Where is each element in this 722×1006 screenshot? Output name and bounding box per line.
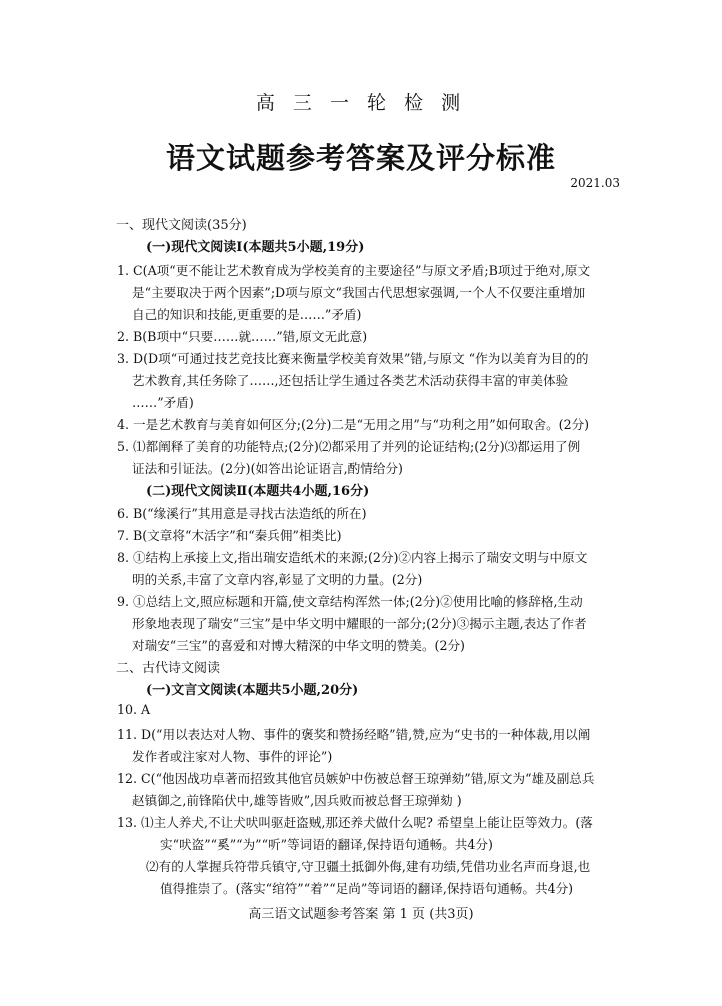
answer-line: 9. ①总结上文,照应标题和开篇,使文章结构浑然一体;(2分)②使用比喻的修辞格,生动 bbox=[117, 594, 583, 609]
answer-line: 值得推崇了。(落实“绾符”“着”“足尚”等词语的翻译,保持语句通畅。共4分) bbox=[160, 881, 574, 896]
answer-line: 5. ⑴都阐释了美育的功能特点;(2分)⑵都采用了并列的论证结构;(2分)⑶都运用了例 bbox=[117, 439, 581, 454]
document-title: 语文试题参考答案及评分标准 bbox=[165, 141, 556, 175]
answer-line: 1. C(A项“更不能让艺术教育成为学校美育的主要途径”与原文矛盾;B项过于绝对,原文 bbox=[117, 263, 591, 278]
answer-line: 自己的知识和技能,更重要的是……”矛盾) bbox=[132, 307, 362, 322]
subsection-heading: (一)现代文阅读Ⅰ(本题共5小题,19分) bbox=[146, 240, 365, 255]
answer-line: 11. D(“用以表达对人物、事件的褒奖和赞扬经略”错,赞,应为“史书的一种体裁,用以阐 bbox=[117, 727, 591, 742]
page-footer: 高三语文试题参考答案 第 1 页 (共3页) bbox=[248, 907, 474, 922]
date-label: 2021.03 bbox=[570, 176, 620, 190]
answer-line: 7. B(文章将“木活字”和“秦兵佣”相类比) bbox=[117, 528, 342, 543]
answer-line: 3. D(D项“可通过技艺竞技比赛来衡量学校美育效果”错,与原文 “作为以美育为目的的 bbox=[117, 351, 589, 366]
answer-line: ……”矛盾) bbox=[132, 395, 194, 410]
subsection-heading: (二)现代文阅读Ⅱ(本题共4小题,16分) bbox=[146, 484, 370, 499]
section-heading: 二、古代诗文阅读 bbox=[116, 661, 221, 676]
answer-line: 对瑞安“三宝”的喜爱和对博大精深的中华文明的赞美。(2分) bbox=[132, 638, 465, 653]
answer-line: 是“主要取决于两个因素”;D项与原文“我国古代思想家强调,一个人不仅要注重增加 bbox=[132, 285, 586, 300]
answer-line: 13. ⑴主人养犬,不让犬吠叫驱赶盗贼,那还养犬做什么呢? 希望皇上能让臣等效力。(落 bbox=[117, 815, 593, 830]
subsection-heading: (一)文言文阅读(本题共5小题,20分) bbox=[146, 683, 359, 698]
answer-line: 证法和引证法。(2分)(如答出论证语言,酌情给分) bbox=[132, 461, 403, 476]
answer-line: 赵镇御之,前锋陷伏中,雄等皆败”,因兵败而被总督王琼弹劾 ) bbox=[132, 793, 462, 808]
answer-line: 10. A bbox=[117, 702, 151, 717]
answer-line: ⑵有的人掌握兵符带兵镇守,守卫疆土抵御外侮,建有功绩,凭借功业名声而身退,也 bbox=[146, 859, 591, 874]
answer-line: 实“吠盗”“奚”“为”“听”等词语的翻译,保持语句通畅。共4分) bbox=[160, 837, 493, 852]
answer-line: 发作者或注家对人物、事件的评论”) bbox=[132, 749, 333, 764]
answer-line: 4. 一是艺术教育与美育如何区分;(2分)二是“无用之用”与“功利之用”如何取舍。(2分) bbox=[117, 417, 590, 432]
answer-line: 2. B(B项中“只要……就……”错,原文无此意) bbox=[117, 329, 368, 344]
exam-kicker: 高 三 一 轮 检 测 bbox=[255, 92, 467, 114]
answer-line: 12. C(“他因战功卓著而招致其他官员嫉妒中伤被总督王琼弹劾”错,原文为“雄及副总兵 bbox=[117, 771, 595, 786]
answer-line: 8. ①结构上承接上文,指出瑞安造纸术的来源;(2分)②内容上揭示了瑞安文明与中原文 bbox=[117, 550, 588, 565]
answer-line: 形象地表现了瑞安“三宝”是中华文明中耀眼的一部分;(2分)③揭示主题,表达了作者 bbox=[132, 616, 587, 631]
answer-line: 艺术教育,其任务除了……,还包括让学生通过各类艺术活动获得丰富的审美体验 bbox=[132, 373, 569, 388]
answer-line: 6. B(“缘溪行”其用意是寻找古法造纸的所在) bbox=[117, 506, 367, 521]
section-heading: 一、现代文阅读(35分) bbox=[116, 218, 247, 233]
answer-line: 明的关系,丰富了文章内容,彰显了文明的力量。(2分) bbox=[132, 572, 423, 587]
